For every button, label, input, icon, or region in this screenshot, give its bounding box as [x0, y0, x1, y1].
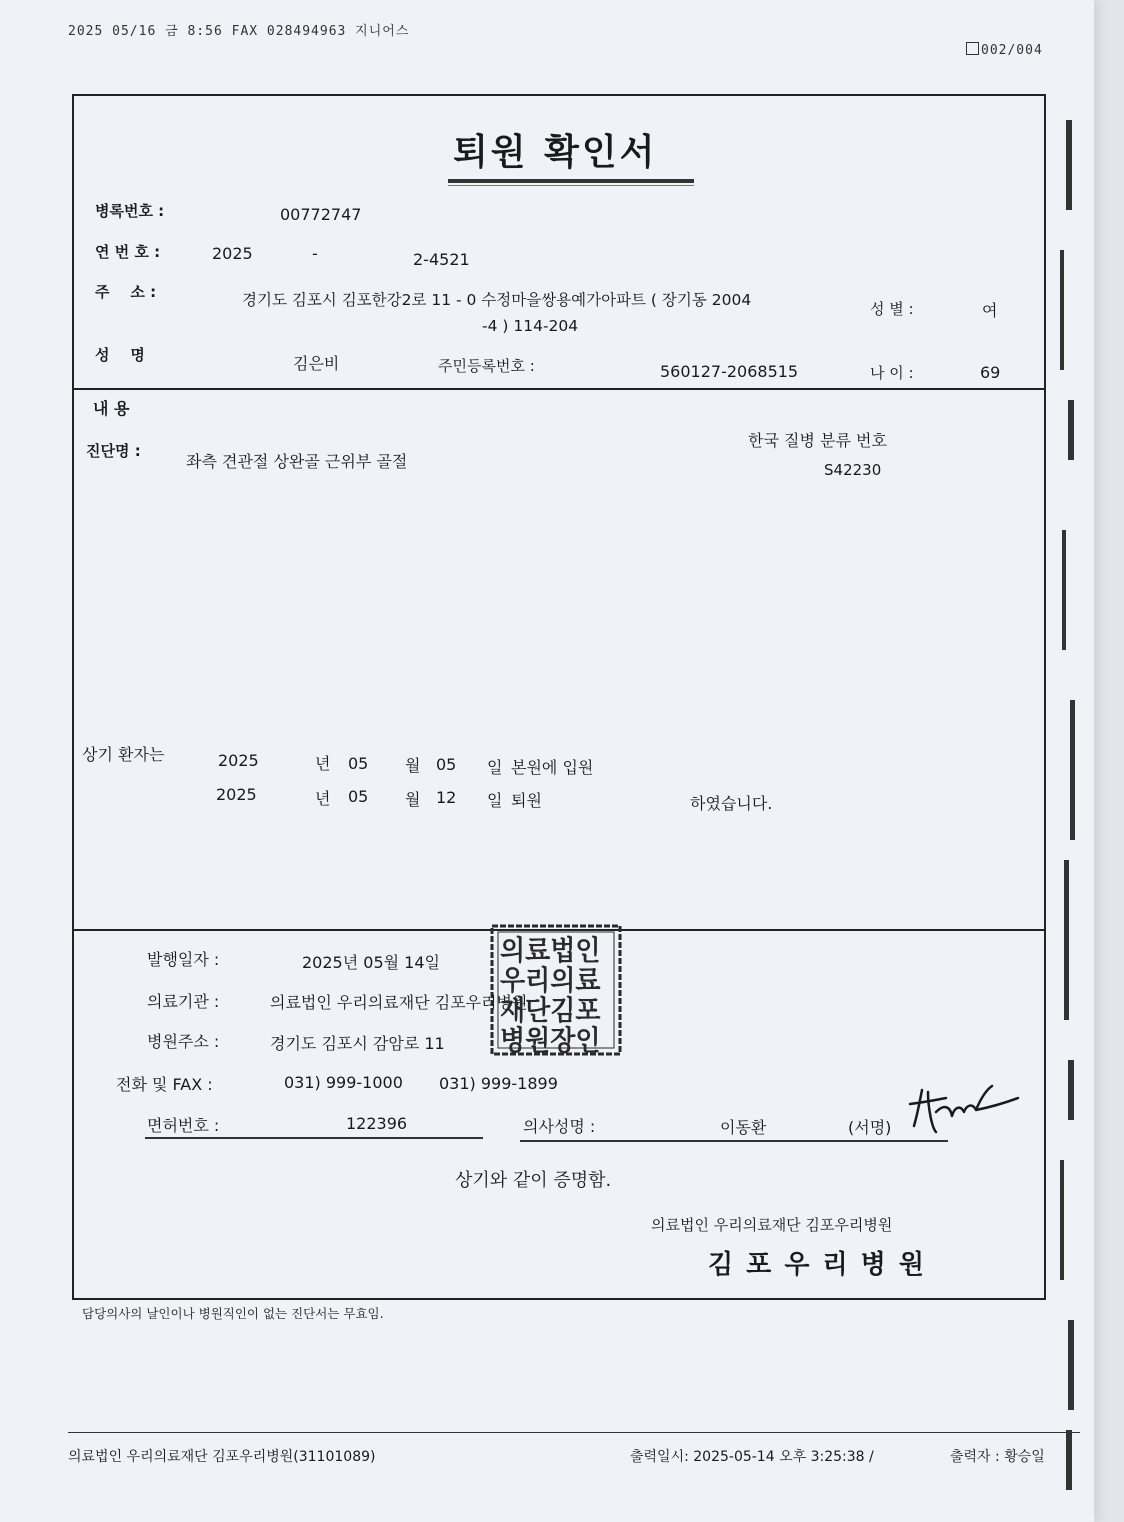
- print-footer-left: 의료법인 우리의료재단 김포우리병원(31101089): [68, 1449, 376, 1465]
- signature-label: (서명): [848, 1118, 892, 1137]
- address-label: 주 소 :: [95, 283, 157, 301]
- content-label: 내 용: [93, 399, 130, 418]
- admit-month: 05: [348, 754, 369, 773]
- fax-header-line: 2025 05/16 금 8:56 FAX 028494963 지니어스: [68, 24, 410, 39]
- discharge-text: 퇴원: [511, 791, 542, 810]
- issue-date-value: 2025년 05월 14일: [302, 953, 440, 972]
- validity-notice: 담당의사의 날인이나 병원직인이 없는 진단서는 무효임.: [82, 1306, 384, 1321]
- admit-text: 본원에 입원: [511, 758, 594, 777]
- doctor-name-label: 의사성명 :: [523, 1117, 596, 1136]
- kcd-label: 한국 질병 분류 번호: [748, 431, 887, 450]
- footer-org: 의료법인 우리의료재단 김포우리병원: [651, 1216, 893, 1234]
- print-footer-printer: 출력자 : 황승일: [950, 1449, 1045, 1465]
- serial-year: 2025: [212, 244, 253, 263]
- doctor-name-value: 이동환: [720, 1118, 767, 1137]
- discharge-month-unit: 월: [405, 790, 421, 809]
- fax-edge-marks: [1046, 100, 1086, 1500]
- discharge-year-unit: 년: [315, 789, 331, 808]
- fax-page-icon: [966, 42, 979, 55]
- phone-fax-label: 전화 및 FAX :: [116, 1075, 213, 1094]
- discharge-day-unit: 일: [487, 791, 503, 810]
- stay-label: 상기 환자는: [82, 745, 165, 764]
- admit-day: 05: [436, 755, 457, 774]
- document-title: 퇴원 확인서: [453, 132, 658, 173]
- fax-value: 031) 999-1899: [439, 1074, 558, 1093]
- record-number-value: 00772747: [280, 205, 362, 224]
- name-value: 김은비: [293, 354, 340, 373]
- fax-page-text: 002/004: [981, 43, 1043, 58]
- license-value: 122396: [346, 1114, 408, 1133]
- stay-end-text: 하였습니다.: [690, 794, 773, 813]
- discharge-day: 12: [436, 788, 457, 807]
- record-number-label: 병록번호 :: [95, 202, 165, 220]
- institution-label: 의료기관 :: [147, 992, 220, 1011]
- address-line-1: 경기도 김포시 김포한강2로 11 - 0 수정마을쌍용예가아파트 ( 장기동 2004: [242, 291, 752, 309]
- rrn-label: 주민등록번호 :: [438, 357, 535, 375]
- admit-year-unit: 년: [315, 754, 331, 773]
- discharge-month: 05: [348, 787, 369, 806]
- print-footer-time: 출력일시: 2025-05-14 오후 3:25:38 /: [630, 1449, 874, 1465]
- serial-dash: -: [312, 244, 318, 263]
- print-footer-line: [68, 1432, 1080, 1433]
- fax-page-number: [966, 42, 1043, 58]
- divider-top: [72, 388, 1046, 390]
- doctor-signature: [906, 1082, 1026, 1142]
- rrn-value: 560127-2068515: [660, 362, 799, 381]
- age-label: 나 이 :: [870, 364, 914, 382]
- serial-number-label: 연 번 호 :: [95, 243, 161, 261]
- institution-value: 의료법인 우리의료재단 김포우리병원: [270, 993, 528, 1012]
- kcd-value: S42230: [824, 461, 882, 479]
- license-label: 면허번호 :: [147, 1116, 220, 1135]
- sex-label: 성 별 :: [870, 300, 914, 318]
- hospital-address-label: 병원주소 :: [147, 1032, 220, 1051]
- diagnosis-value: 좌측 견관절 상완골 근위부 골절: [186, 452, 408, 471]
- admit-year: 2025: [218, 751, 259, 770]
- issue-date-label: 발행일자 :: [147, 950, 220, 969]
- footer-hospital-name: 김 포 우 리 병 원: [708, 1250, 926, 1280]
- certify-text: 상기와 같이 증명함.: [455, 1170, 612, 1191]
- admit-day-unit: 일: [487, 758, 503, 777]
- discharge-year: 2025: [216, 785, 257, 804]
- hospital-seal: 의료법인 우리의료 재단김포 병원장인: [490, 924, 622, 1056]
- license-underline: [145, 1137, 483, 1139]
- title-underline-thin: [448, 185, 694, 186]
- address-line-2: -4 ) 114-204: [482, 317, 579, 335]
- admit-month-unit: 월: [405, 756, 421, 775]
- sex-value: 여: [982, 301, 998, 320]
- name-label: 성 명: [95, 346, 145, 364]
- age-value: 69: [980, 363, 1001, 382]
- title-underline: [448, 179, 694, 183]
- doctor-underline: [520, 1140, 948, 1142]
- diagnosis-label: 진단명 :: [86, 442, 141, 460]
- serial-value: 2-4521: [413, 250, 470, 269]
- phone-value: 031) 999-1000: [284, 1073, 403, 1092]
- hospital-address-value: 경기도 김포시 감암로 11: [270, 1034, 445, 1053]
